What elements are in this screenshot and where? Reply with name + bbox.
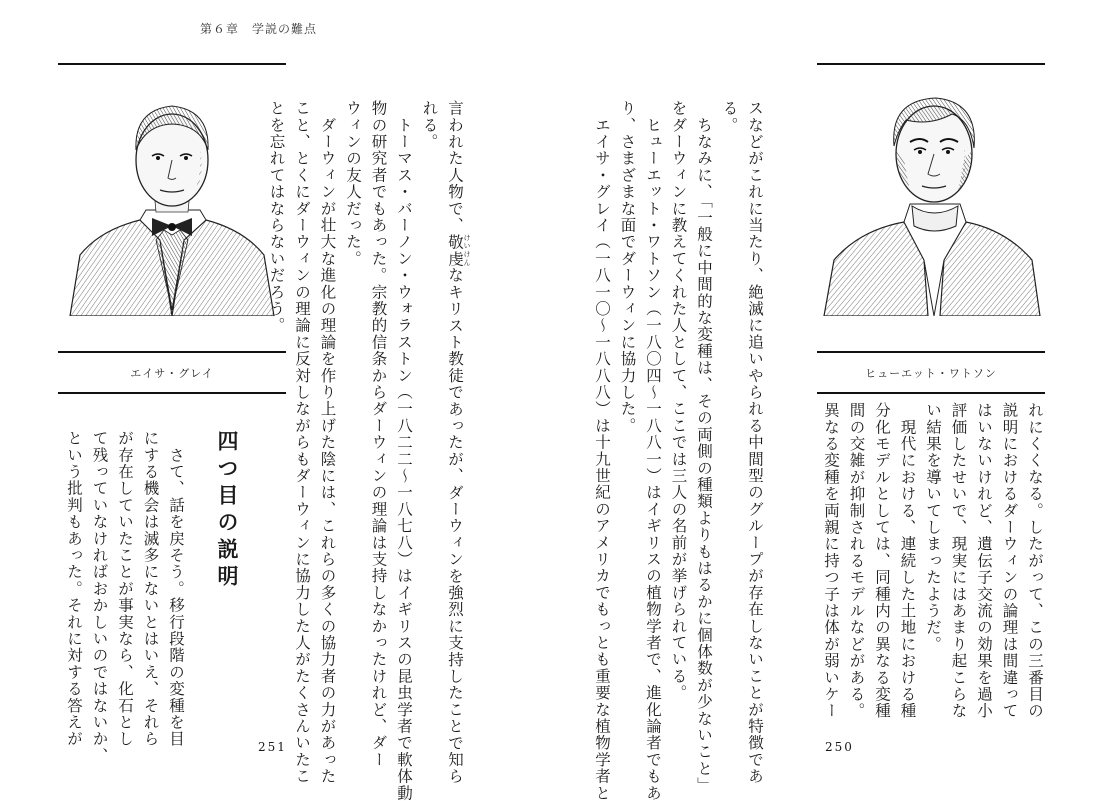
right-upper-column: エイサ・グレイ（一八一〇～一八八八）は十九世紀のアメリカでもっとも重要な植物学者と [593, 100, 611, 801]
right-upper-column: り、さまざまな面でダーウィンに協力した。 [618, 100, 637, 434]
left-upper-column: ウィンの友人だった。 [344, 100, 362, 267]
left-lower-column: が存在していたことが事実なら、化石とし [116, 430, 134, 748]
left-upper-column: とを忘れてはならないだろう。 [267, 100, 286, 334]
right-lower-column: い結果を導いてしまったようだ。 [924, 402, 942, 653]
portrait-top-rule-right [817, 63, 1045, 65]
page-number-left: 251 [258, 740, 287, 754]
right-lower-column: 分化モデルとしては、同種内の異なる変種 [873, 402, 891, 720]
left-upper-column: 物の研究者でもあった。宗教的信条からダーウィンの理論は支持しなかったけれど、ダー [369, 100, 388, 768]
portrait-asa-gray [60, 80, 284, 316]
right-upper-column: スなどがこれに当たり、絶滅に追いやられる中間型のグループが存在しないことが特徴であ [746, 100, 764, 785]
left-lower-column: さて、話を戻そう。移行段階の変種を目 [167, 430, 185, 748]
running-head: 第６章 学説の難点 [200, 22, 318, 36]
caption-asa-gray: エイサ・グレイ [130, 367, 214, 380]
right-page-lower-text [818, 402, 1048, 720]
page-number-right: 250 [825, 740, 854, 754]
right-lower-column: れにくくなる。したがって、この三番目の [1026, 402, 1044, 720]
left-lower-column: て残っていなければおかしいのではないか、 [90, 430, 109, 764]
right-lower-column: はいないけれど、遺伝子交流の効果を過小 [975, 402, 993, 720]
left-page-lower-text [61, 430, 189, 764]
right-upper-column: をダーウィンに教えてくれた人として、ここでは三人の名前が挙げられている。 [669, 100, 688, 702]
right-lower-column: 現代における、連続した土地における種 [898, 402, 917, 720]
left-upper-column: 言われた人物で、敬虔 けいけんなキリスト教徒であったが、ダーウィンを強烈に支持したことで知ら [446, 100, 471, 785]
caption-hewett-watson: ヒューエット・ワトソン [865, 367, 997, 380]
caption-bottom-rule-right [817, 392, 1045, 394]
portrait-hewett-watson-drawing [820, 80, 1044, 316]
right-upper-column: ヒューエット・ワトソン（一八〇四～一八八一）はイギリスの植物学者で、進化論者でもあ [644, 100, 662, 801]
right-upper-column: ちなみに、「一般に中間的な変種は、その両側の種類よりもはるかに個体数が少ないこと」 [695, 100, 713, 794]
left-upper-column: ダーウィンが壮大な進化の理論を作り上げた陰には、これらの多くの協力者の力があった [318, 100, 337, 785]
portrait-asa-gray-drawing [60, 80, 284, 316]
right-upper-column: る。 [720, 100, 739, 134]
left-lower-column: という批判もあった。それに対する答えが [65, 430, 83, 748]
left-upper-column: れる。 [420, 100, 439, 151]
left-lower-column: にする機会は滅多にないとはいえ、それら [141, 430, 160, 748]
right-lower-column: 異なる変種を両親に持つ子は体が弱いケー [822, 402, 840, 720]
portrait-hewett-watson [820, 80, 1044, 316]
portrait-top-rule-left [58, 63, 286, 65]
section-heading: 四つ目の説明 [215, 430, 239, 592]
left-upper-column: トーマス・バーノン・ウォラストン（一八二二～一八七八）はイギリスの昆虫学者で軟体動 [395, 100, 413, 801]
caption-bottom-rule-left [58, 392, 286, 394]
caption-top-rule-left [58, 351, 286, 353]
right-lower-column: 評価したせいで、現実にはあまり起こらな [949, 402, 968, 720]
caption-top-rule-right [817, 351, 1045, 353]
ruby-annotation: 敬虔 けいけん [446, 233, 471, 268]
left-upper-column: こと、とくにダーウィンの理論に反対しながらもダーウィンに協力した人がたくさんいたこ [293, 100, 311, 785]
right-lower-column: 説明におけるダーウィンの論理は間違って [1000, 402, 1019, 720]
right-lower-column: 間の交雑が抑制されるモデルなどがある。 [847, 402, 866, 720]
right-page-upper-text [589, 100, 768, 801]
